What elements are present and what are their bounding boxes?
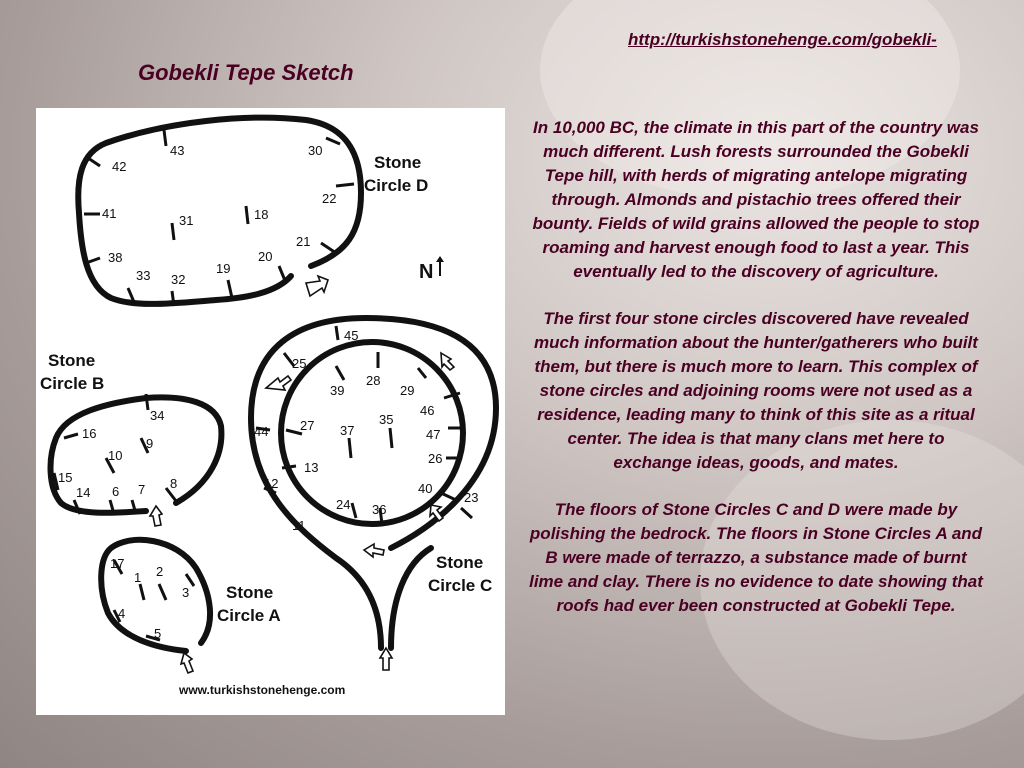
- circle-d-label: Circle D: [364, 176, 429, 195]
- pillar-number: 2: [156, 564, 164, 579]
- pillar-number: 30: [308, 143, 323, 158]
- paragraph-floors: The floors of Stone Circles C and D were made by polishing the bedrock. The floors in Stone Circles A and B were made of terrazzo, a substance made of burnt lime and clay. There is no evidence to date showing that roofs had ever been constructed at Gobekli Tepe.: [529, 500, 983, 615]
- circle-b-label: Circle B: [40, 374, 105, 393]
- pillar-number: 19: [216, 261, 231, 276]
- pillar-number: 15: [58, 470, 73, 485]
- pillar-number: 25: [292, 356, 307, 371]
- paragraph-climate: In 10,000 BC, the climate in this part of the country was much different. Lush forests surrounded the Gobekli Tepe hill, with herds of migrating antelope migrating through. Almonds and pistachio trees offered their bounty. Fields of wild grains allowed the people to stop roaming and harvest enough food to last a year. This eventually led to the discovery of agriculture.: [532, 118, 980, 281]
- circle-c-outer-wall: [251, 318, 496, 648]
- pillar-numbers: [58, 143, 478, 641]
- pillar-number: 32: [171, 272, 186, 287]
- pillar-number: 23: [464, 490, 479, 505]
- description-text: [526, 116, 986, 641]
- circle-a-label: Circle A: [217, 606, 281, 625]
- pillar-number: 27: [300, 418, 315, 433]
- pillar-number: 33: [136, 268, 151, 283]
- sketch-watermark: www.turkishstonehenge.com: [179, 683, 346, 697]
- pillar-number: 39: [330, 383, 345, 398]
- pillar-number: 26: [428, 451, 443, 466]
- pillar-number: 47: [426, 427, 441, 442]
- source-link[interactable]: http://turkishstonehenge.com/gobekli-: [628, 30, 937, 49]
- pillar-number: 13: [304, 460, 319, 475]
- pillar-number: 29: [400, 383, 415, 398]
- sketch-panel: [36, 108, 505, 715]
- circle-c-label: Stone: [436, 553, 484, 572]
- pillar-number: 8: [170, 476, 178, 491]
- pillar-number: 11: [292, 518, 306, 533]
- pillar-number: 46: [420, 403, 435, 418]
- pillar-number: 22: [322, 191, 337, 206]
- pillar-number: 10: [108, 448, 123, 463]
- pillar-number: 18: [254, 207, 269, 222]
- pillar-number: 31: [179, 213, 194, 228]
- pillar-number: 5: [154, 626, 162, 641]
- circle-a-label: Stone: [226, 583, 274, 602]
- pillar-number: 20: [258, 249, 273, 264]
- pillar-number: 9: [146, 436, 154, 451]
- pillar-number: 43: [170, 143, 185, 158]
- pillar-number: 34: [150, 408, 165, 423]
- pillar-number: 7: [138, 482, 146, 497]
- circle-c-stem-wall: [391, 548, 431, 648]
- pillar-number: 24: [336, 497, 351, 512]
- north-arrow-head-icon: [436, 256, 444, 262]
- pillar-number: 1: [134, 570, 142, 585]
- pillar-number: 40: [418, 481, 433, 496]
- pillar-number: 42: [112, 159, 127, 174]
- pillar-number: 28: [366, 373, 381, 388]
- north-label: N: [419, 261, 434, 283]
- gobekli-tepe-sketch: [36, 108, 505, 715]
- pillar-number: 41: [102, 206, 117, 221]
- pillar-number: 44: [254, 424, 269, 439]
- circle-b-label: Stone: [48, 351, 96, 370]
- slide-title: Gobekli Tepe Sketch: [138, 60, 354, 85]
- pillar-number: 6: [112, 484, 120, 499]
- circle-d-label: Stone: [374, 153, 422, 172]
- pillar-number: 37: [340, 423, 355, 438]
- pillar-number: 3: [182, 585, 190, 600]
- pillar-number: 16: [82, 426, 97, 441]
- pillar-number: 17: [110, 556, 125, 571]
- pillar-number: 45: [344, 328, 359, 343]
- paragraph-circles: The first four stone circles discovered have revealed much information about the hunter/gatherers who built them, but there is much more to learn. This complex of stone circles and adjoining rooms were not used as a residence, leading many to think of this site as a ritual center. The idea is that many clans met here to exchange ideas, goods, and mates.: [534, 309, 978, 472]
- pillar-number: 14: [76, 485, 91, 500]
- entrance-arrows: [150, 276, 454, 673]
- pillar-number: 12: [264, 476, 279, 491]
- pillar-number: 4: [118, 606, 126, 621]
- pillar-number: 38: [108, 250, 123, 265]
- pillar-number: 35: [379, 412, 394, 427]
- pillar-number: 21: [296, 234, 311, 249]
- pillar-number: 36: [372, 502, 387, 517]
- circle-c-label: Circle C: [428, 576, 493, 595]
